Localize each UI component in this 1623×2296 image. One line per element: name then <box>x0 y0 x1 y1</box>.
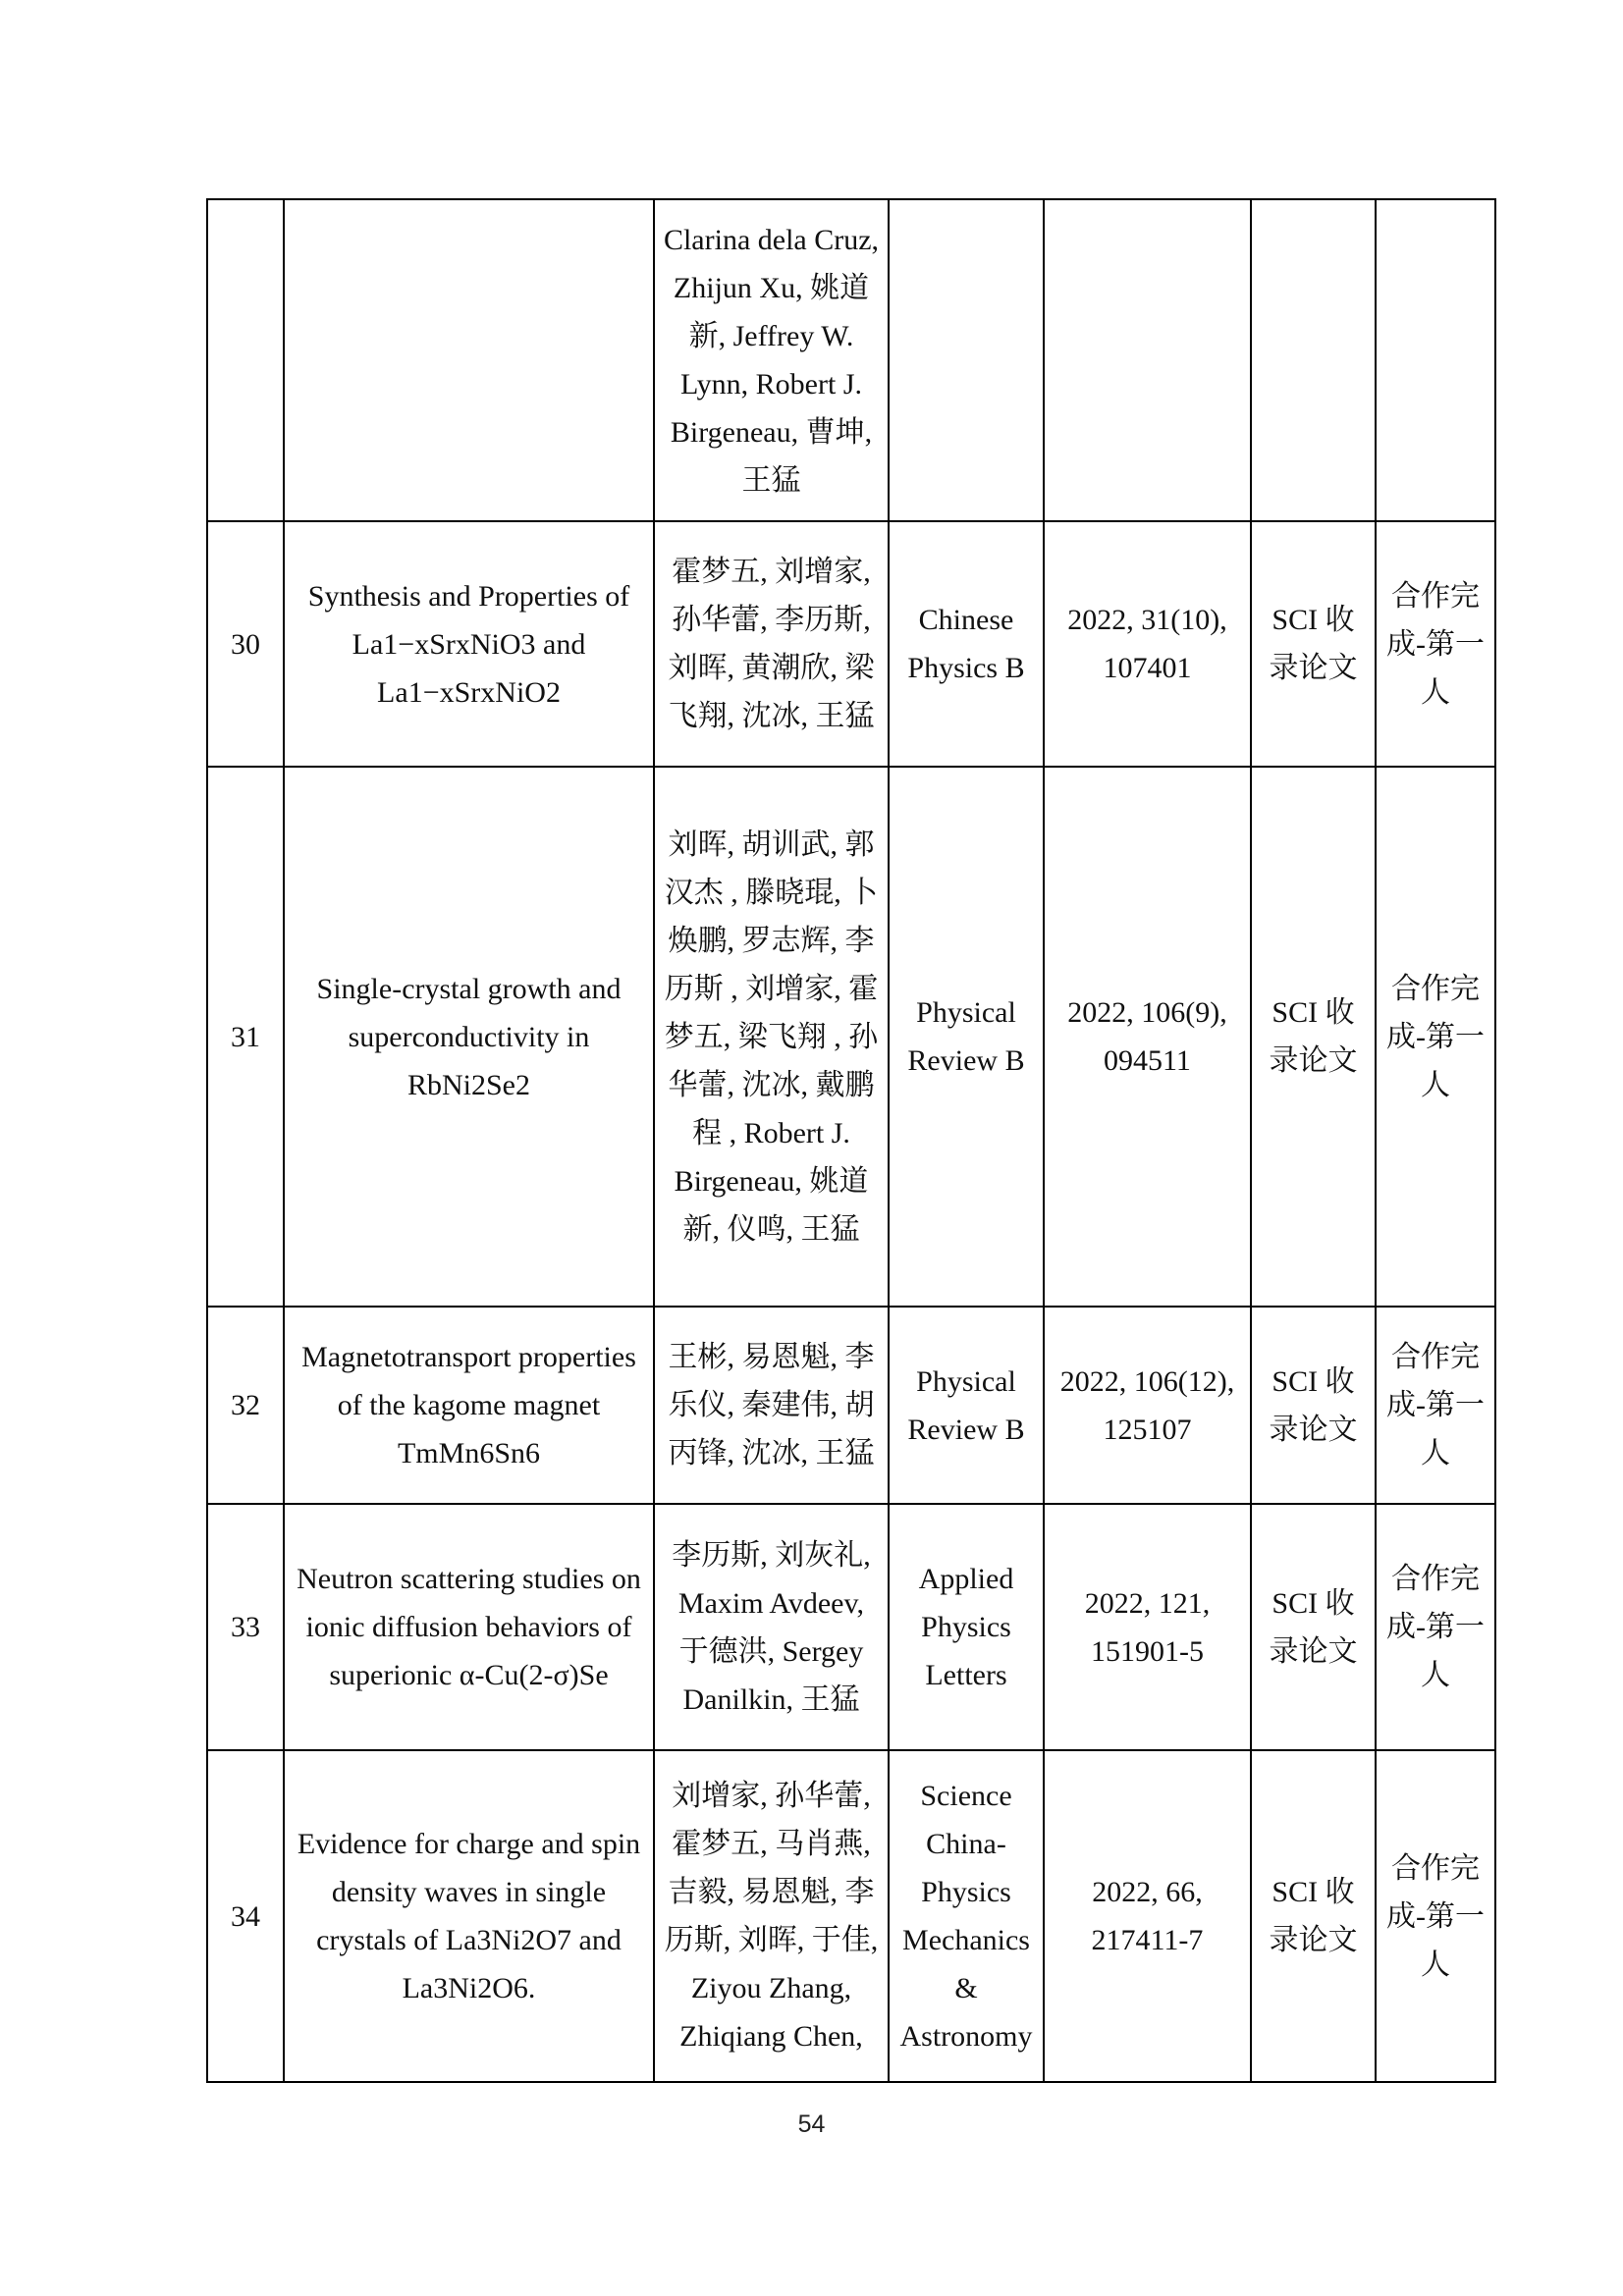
row-index: 32 <box>207 1307 284 1504</box>
contribution-note: 合作完成-第一人 <box>1376 1750 1495 2082</box>
paper-authors: 王彬, 易恩魁, 李乐仪, 秦建伟, 胡丙锋, 沈冰, 王猛 <box>654 1307 889 1504</box>
paper-title: Evidence for charge and spin density waves in single crystals of La3Ni2O7 and La3Ni2O6. <box>284 1750 654 2082</box>
publication-table <box>206 198 1496 2083</box>
table-row <box>207 1307 1495 1504</box>
paper-title: Neutron scattering studies on ionic diffusion behaviors of superionic α-Cu(2-σ)Se <box>284 1504 654 1750</box>
row-index: 33 <box>207 1504 284 1750</box>
volume-pages: 2022, 106(9), 094511 <box>1044 767 1251 1307</box>
contribution-note: 合作完成-第一人 <box>1376 767 1495 1307</box>
paper-authors: 刘增家, 孙华蕾, 霍梦五, 马肖燕, 吉毅, 易恩魁, 李历斯, 刘晖, 于佳, Ziyou Zhang, Zhiqiang Chen, <box>654 1750 889 2082</box>
indexing-type: SCI 收录论文 <box>1251 1504 1376 1750</box>
table-row <box>207 1504 1495 1750</box>
contribution-note: 合作完成-第一人 <box>1376 1307 1495 1504</box>
indexing-type: SCI 收录论文 <box>1251 521 1376 767</box>
paper-authors: 李历斯, 刘灰礼, Maxim Avdeev, 于德洪, Sergey Danilkin, 王猛 <box>654 1504 889 1750</box>
journal-name: Applied Physics Letters <box>889 1504 1044 1750</box>
row-index: 31 <box>207 767 284 1307</box>
volume-pages: 2022, 31(10), 107401 <box>1044 521 1251 767</box>
table-row <box>207 1750 1495 2082</box>
journal-name <box>889 199 1044 521</box>
paper-title: Synthesis and Properties of La1−xSrxNiO3 and La1−xSrxNiO2 <box>284 521 654 767</box>
indexing-type: SCI 收录论文 <box>1251 1307 1376 1504</box>
table-row <box>207 199 1495 521</box>
row-index <box>207 199 284 521</box>
indexing-type: SCI 收录论文 <box>1251 767 1376 1307</box>
indexing-type: SCI 收录论文 <box>1251 1750 1376 2082</box>
table-row <box>207 521 1495 767</box>
contribution-note <box>1376 199 1495 521</box>
journal-name: Physical Review B <box>889 767 1044 1307</box>
page-number: 54 <box>797 2110 826 2138</box>
contribution-note: 合作完成-第一人 <box>1376 521 1495 767</box>
table-row <box>207 767 1495 1307</box>
paper-title: Magnetotransport properties of the kagome magnet TmMn6Sn6 <box>284 1307 654 1504</box>
indexing-type <box>1251 199 1376 521</box>
paper-title <box>284 199 654 521</box>
volume-pages: 2022, 106(12), 125107 <box>1044 1307 1251 1504</box>
contribution-note: 合作完成-第一人 <box>1376 1504 1495 1750</box>
row-index: 34 <box>207 1750 284 2082</box>
journal-name: Science China-Physics Mechanics & Astronomy <box>889 1750 1044 2082</box>
volume-pages <box>1044 199 1251 521</box>
journal-name: Physical Review B <box>889 1307 1044 1504</box>
paper-authors: 霍梦五, 刘增家, 孙华蕾, 李历斯, 刘晖, 黄潮欣, 梁飞翔, 沈冰, 王猛 <box>654 521 889 767</box>
journal-name: Chinese Physics B <box>889 521 1044 767</box>
paper-title: Single-crystal growth and superconductivity in RbNi2Se2 <box>284 767 654 1307</box>
row-index: 30 <box>207 521 284 767</box>
volume-pages: 2022, 66, 217411-7 <box>1044 1750 1251 2082</box>
volume-pages: 2022, 121, 151901-5 <box>1044 1504 1251 1750</box>
paper-authors: 刘晖, 胡训武, 郭汉杰 , 滕晓琨, 卜焕鹏, 罗志辉, 李历斯 , 刘增家, 霍梦五, 梁飞翔 , 孙华蕾, 沈冰, 戴鹏程 , Robert J. Birgeneau, 姚道新, 仪鸣, 王猛 <box>654 767 889 1307</box>
paper-authors: Clarina dela Cruz, Zhijun Xu, 姚道新, Jeffrey W. Lynn, Robert J. Birgeneau, 曹坤, 王猛 <box>654 199 889 521</box>
